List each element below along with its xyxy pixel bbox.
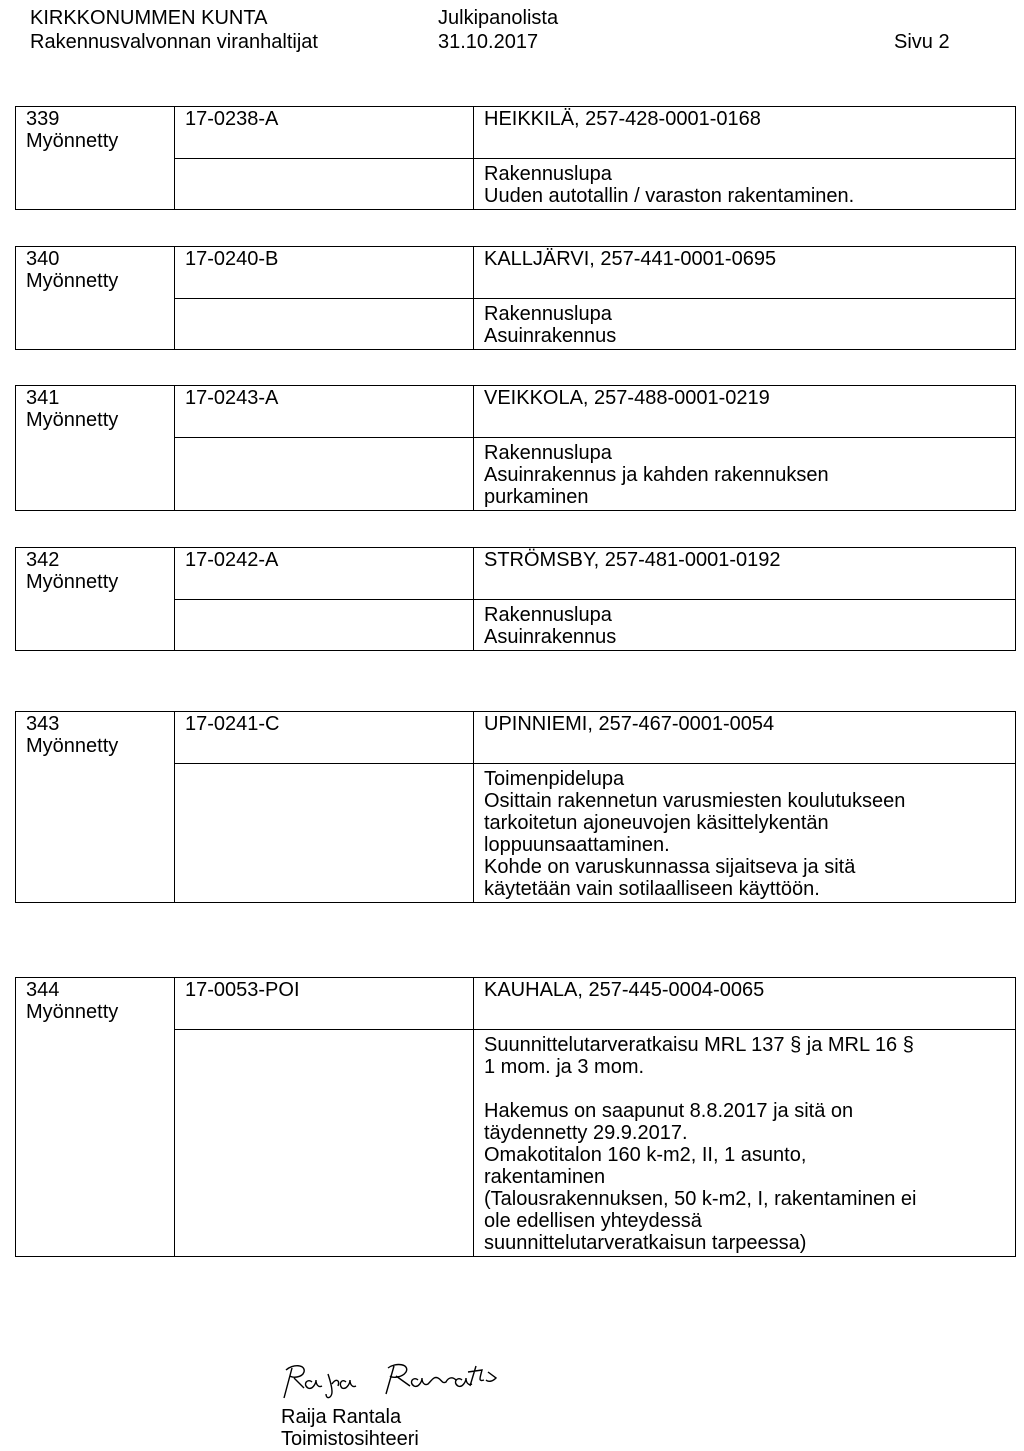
application-id-cell bbox=[175, 712, 474, 764]
property-id: UPINNIEMI, 257-467-0001-0054 bbox=[484, 713, 775, 735]
property-cell bbox=[474, 386, 1016, 438]
property-cell bbox=[474, 978, 1016, 1030]
description-cell bbox=[474, 1030, 1016, 1257]
permit-entry bbox=[15, 385, 1016, 511]
empty-cell bbox=[175, 299, 474, 350]
signatory bbox=[281, 1406, 419, 1450]
application-id: 17-0240-B bbox=[185, 248, 279, 270]
application-id-cell bbox=[175, 386, 474, 438]
permit-entry bbox=[15, 246, 1016, 350]
entry-table bbox=[15, 977, 1016, 1257]
entry-status: Myönnetty bbox=[26, 130, 119, 152]
empty-cell bbox=[175, 438, 474, 511]
application-id: 17-0241-C bbox=[185, 713, 280, 735]
entry-number-cell bbox=[16, 978, 175, 1030]
entry-table bbox=[15, 711, 1016, 903]
entry-table bbox=[15, 547, 1016, 651]
permit-entry bbox=[15, 547, 1016, 651]
application-id-cell bbox=[175, 548, 474, 600]
property-id: KALLJÄRVI, 257-441-0001-0695 bbox=[484, 248, 777, 270]
entry-table bbox=[15, 246, 1016, 350]
entry-number: 344 bbox=[26, 979, 60, 1001]
description-line: rakentaminen bbox=[484, 1166, 606, 1188]
description-line: Uuden autotallin / varaston rakentaminen. bbox=[484, 185, 855, 207]
blank-line bbox=[484, 1078, 1015, 1100]
description-line: Asuinrakennus bbox=[484, 626, 617, 648]
description-line: Asuinrakennus bbox=[484, 325, 617, 347]
list-title: Julkipanolista bbox=[438, 7, 559, 29]
application-id-cell bbox=[175, 978, 474, 1030]
entry-status: Myönnetty bbox=[26, 735, 119, 757]
description-cell bbox=[474, 764, 1016, 903]
description-cell bbox=[474, 159, 1016, 210]
entry-number: 341 bbox=[26, 387, 60, 409]
application-id-cell bbox=[175, 247, 474, 299]
empty-cell bbox=[16, 764, 175, 903]
description-line: purkaminen bbox=[484, 486, 589, 508]
property-id: STRÖMSBY, 257-481-0001-0192 bbox=[484, 549, 781, 571]
entry-number: 340 bbox=[26, 248, 60, 270]
description-line: Rakennuslupa bbox=[484, 163, 612, 185]
description-line: (Talousrakennuksen, 50 k-m2, I, rakentaminen ei bbox=[484, 1188, 917, 1210]
entry-number-cell bbox=[16, 386, 175, 438]
empty-cell bbox=[16, 600, 175, 651]
empty-cell bbox=[16, 438, 175, 511]
empty-cell bbox=[175, 764, 474, 903]
description-cell bbox=[474, 600, 1016, 651]
description-cell bbox=[474, 299, 1016, 350]
entry-number-cell bbox=[16, 548, 175, 600]
application-id-cell bbox=[175, 107, 474, 159]
permit-entry bbox=[15, 106, 1016, 210]
entry-status: Myönnetty bbox=[26, 409, 119, 431]
application-id: 17-0053-POI bbox=[185, 979, 300, 1001]
property-cell bbox=[474, 548, 1016, 600]
signatory-name: Raija Rantala bbox=[281, 1406, 402, 1428]
description-line: Hakemus on saapunut 8.8.2017 ja sitä on bbox=[484, 1100, 854, 1122]
description-line: Osittain rakennetun varusmiesten koulutukseen bbox=[484, 790, 906, 812]
permit-entry bbox=[15, 977, 1016, 1257]
municipality-name: KIRKKONUMMEN KUNTA bbox=[30, 7, 268, 29]
property-cell bbox=[474, 107, 1016, 159]
description-line: Rakennuslupa bbox=[484, 604, 612, 626]
description-line: Rakennuslupa bbox=[484, 442, 612, 464]
entry-number-cell bbox=[16, 712, 175, 764]
entry-status: Myönnetty bbox=[26, 571, 119, 593]
signature-image bbox=[282, 1358, 562, 1402]
description-line: Toimenpidelupa bbox=[484, 768, 625, 790]
description-line: Asuinrakennus ja kahden rakennuksen bbox=[484, 464, 829, 486]
description-line: Rakennuslupa bbox=[484, 303, 612, 325]
permit-entry bbox=[15, 711, 1016, 903]
description-line: käytetään vain sotilaalliseen käyttöön. bbox=[484, 878, 820, 900]
application-id: 17-0242-A bbox=[185, 549, 279, 571]
property-id: KAUHALA, 257-445-0004-0065 bbox=[484, 979, 765, 1001]
property-id: VEIKKOLA, 257-488-0001-0219 bbox=[484, 387, 770, 409]
empty-cell bbox=[16, 299, 175, 350]
entry-number-cell bbox=[16, 247, 175, 299]
description-line: tarkoitetun ajoneuvojen käsittelykentän bbox=[484, 812, 829, 834]
empty-cell bbox=[175, 600, 474, 651]
empty-cell bbox=[16, 159, 175, 210]
entry-table bbox=[15, 385, 1016, 511]
entry-number: 339 bbox=[26, 108, 60, 130]
entry-number: 342 bbox=[26, 549, 60, 571]
empty-cell bbox=[175, 159, 474, 210]
description-line: suunnittelutarveratkaisun tarpeessa) bbox=[484, 1232, 807, 1254]
signatory-title: Toimistosihteeri bbox=[281, 1428, 419, 1450]
property-id: HEIKKILÄ, 257-428-0001-0168 bbox=[484, 108, 761, 130]
empty-cell bbox=[16, 1030, 175, 1257]
description-cell bbox=[474, 438, 1016, 511]
description-line: täydennetty 29.9.2017. bbox=[484, 1122, 688, 1144]
handwritten-signature bbox=[282, 1358, 562, 1402]
application-id: 17-0238-A bbox=[185, 108, 279, 130]
description-line: Omakotitalon 160 k-m2, II, 1 asunto, bbox=[484, 1144, 807, 1166]
list-date: 31.10.2017 bbox=[438, 31, 539, 53]
entry-status: Myönnetty bbox=[26, 270, 119, 292]
property-cell bbox=[474, 247, 1016, 299]
entry-table bbox=[15, 106, 1016, 210]
entry-number-cell bbox=[16, 107, 175, 159]
description-line: Suunnittelutarveratkaisu MRL 137 § ja MRL 16 § bbox=[484, 1034, 914, 1056]
description-line: loppuunsaattaminen. bbox=[484, 834, 670, 856]
entry-status: Myönnetty bbox=[26, 1001, 119, 1023]
description-line: ole edellisen yhteydessä bbox=[484, 1210, 702, 1232]
description-line: Kohde on varuskunnassa sijaitseva ja sitä bbox=[484, 856, 856, 878]
page-number: Sivu 2 bbox=[894, 31, 950, 53]
entry-number: 343 bbox=[26, 713, 60, 735]
property-cell bbox=[474, 712, 1016, 764]
application-id: 17-0243-A bbox=[185, 387, 279, 409]
description-line: 1 mom. ja 3 mom. bbox=[484, 1056, 645, 1078]
empty-cell bbox=[175, 1030, 474, 1257]
department-name: Rakennusvalvonnan viranhaltijat bbox=[30, 31, 318, 53]
